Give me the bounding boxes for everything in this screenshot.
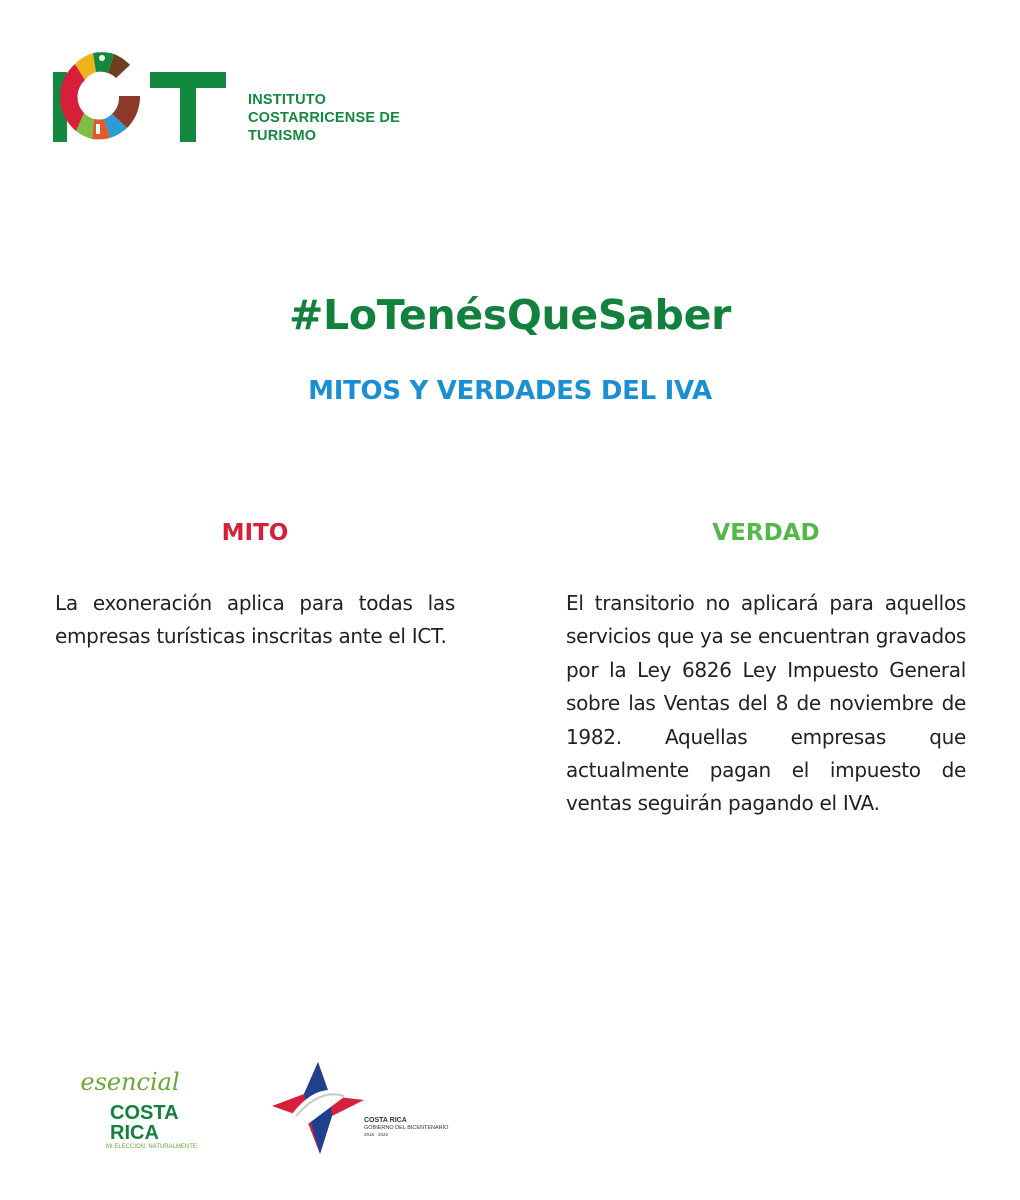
page-subtitle: MITOS Y VERDADES DEL IVA: [308, 376, 712, 406]
verdad-heading: VERDAD: [712, 520, 820, 546]
gobierno-text: [364, 1117, 448, 1138]
verdad-text: El transitorio no aplicará para aquellos servicios que ya se encuentran gravados por la Ley 6826 Ley Impuesto General sobre las Ventas del 8 de noviembre de 1982. Aquellas empresas que actualmente pagan el impuesto de ventas seguirán pagando el IVA.: [566, 591, 966, 816]
esencial-rica: RICA: [110, 1122, 159, 1144]
gobierno-line: COSTA RICA: [364, 1117, 407, 1124]
esencial-costa-rica-logo: [54, 1068, 206, 1156]
ict-name-line: TURISMO: [248, 128, 317, 144]
gobierno-line: 2018 - 2022: [364, 1132, 389, 1137]
ict-name-line: COSTARRICENSE DE: [248, 110, 400, 126]
ict-name-line: INSTITUTO: [248, 92, 327, 108]
mito-heading: MITO: [221, 520, 289, 546]
ict-name: [248, 91, 400, 145]
esencial-script: esencial: [80, 1068, 180, 1096]
mito-text: La exoneración aplica para todas las empresas turísticas inscritas ante el ICT.: [55, 591, 455, 649]
esencial-slogan: MI ELECCION, NATURALMENTE.: [106, 1144, 199, 1150]
gobierno-line: GOBIERNO DEL BICENTENARIO: [364, 1125, 449, 1131]
gobierno-star-icon: [270, 1060, 366, 1156]
hashtag-title: #LoTenésQueSaber: [289, 291, 731, 339]
ict-logo: [52, 44, 242, 144]
esencial-costa: COSTA: [110, 1102, 179, 1124]
